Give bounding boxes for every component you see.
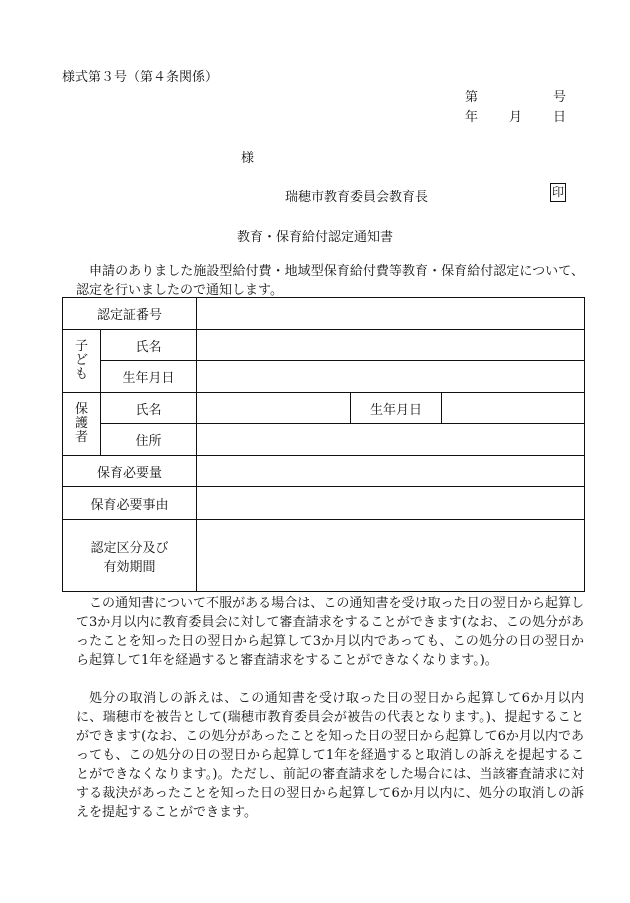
intro-paragraph: 申請のありました施設型給付費・地域型保育給付費等教育・保育給付認定について、認定を行いましたので通知します。	[76, 264, 584, 298]
date-year: 年	[465, 110, 479, 125]
label-child-birthdate: 生年月日	[101, 361, 197, 393]
doc-number-prefix: 第	[465, 90, 479, 105]
row-care-reason	[63, 487, 585, 520]
label-cert-category-line2: 有効期間	[103, 559, 156, 575]
row-care-amount	[63, 456, 585, 487]
label-care-amount: 保育必要量	[63, 456, 197, 487]
guardian-char-1: 保	[74, 402, 88, 417]
child-char-1: 子	[74, 339, 88, 354]
addressee-suffix: 様	[241, 151, 255, 166]
review-notice-paragraph: この通知書について不服がある場合は、この通知書を受け取った日の翌日から起算して3か月以内に教育委員会に対して審査請求をすることができます(なお、この処分があったことを知った日の翌日から起算して3か月以内であっても、この処分の日の翌日から起算して1年を経過すると審査請求をすることができなくなります。)。	[76, 596, 584, 668]
label-guardian-name: 氏名	[101, 393, 197, 424]
date-day: 日	[553, 110, 567, 125]
value-child-birthdate	[197, 361, 585, 393]
doc-number-suffix: 号	[553, 90, 567, 105]
row-certificate-number	[63, 298, 585, 330]
guardian-char-3: 者	[74, 430, 88, 445]
label-child-name: 氏名	[101, 330, 197, 361]
row-child-birthdate	[63, 361, 585, 393]
value-guardian-birthdate	[442, 393, 585, 424]
child-char-2: ど	[74, 353, 88, 368]
row-child-name	[63, 330, 585, 361]
value-child-name	[197, 330, 585, 361]
row-guardian-name	[63, 393, 585, 424]
label-cert-category	[63, 520, 197, 592]
lawsuit-notice-paragraph: 処分の取消しの訴えは、この通知書を受け取った日の翌日から起算して6か月以内に、瑞穂市を被告として(瑞穂市教育委員会が被告の代表となります。)、提起することができます(なお、この処分があったことを知った日の翌日から起算して6か月以内であっても、この処分の日の翌日から起算して1年を経過すると取消しの訴えを提起することができなくなります。)。ただし、前記の審査請求をした場合には、当該審査請求に対する裁決があったことを知った日の翌日から起算して6か月以内に、処分の取消しの訴えを提起することができます。	[76, 691, 584, 820]
value-guardian-address	[197, 424, 585, 456]
label-guardian-address: 住所	[101, 424, 197, 456]
form-number: 様式第３号（第４条関係）	[62, 70, 219, 85]
value-certificate-number	[197, 298, 585, 330]
value-cert-category	[197, 520, 585, 592]
date-line	[465, 106, 565, 124]
label-care-reason: 保育必要事由	[63, 487, 197, 520]
document-number-line	[465, 86, 565, 104]
date-month: 月	[509, 110, 523, 125]
label-cert-category-line1: 認定区分及び	[90, 540, 169, 556]
value-guardian-name	[197, 393, 351, 424]
row-guardian-address	[63, 424, 585, 456]
certification-table	[62, 297, 585, 592]
label-guardian-birthdate: 生年月日	[351, 393, 442, 424]
row-cert-category	[63, 520, 585, 592]
label-guardian-group	[63, 393, 101, 456]
guardian-char-2: 護	[74, 416, 88, 431]
child-char-3: も	[74, 367, 88, 382]
label-certificate-number: 認定証番号	[63, 298, 197, 330]
issuer-name: 瑞穂市教育委員会教育長	[285, 190, 429, 205]
value-care-amount	[197, 456, 585, 487]
label-child-group	[63, 330, 101, 393]
document-title: 教育・保育給付認定通知書	[236, 230, 393, 245]
value-care-reason	[197, 487, 585, 520]
seal-mark: 印	[550, 183, 566, 202]
